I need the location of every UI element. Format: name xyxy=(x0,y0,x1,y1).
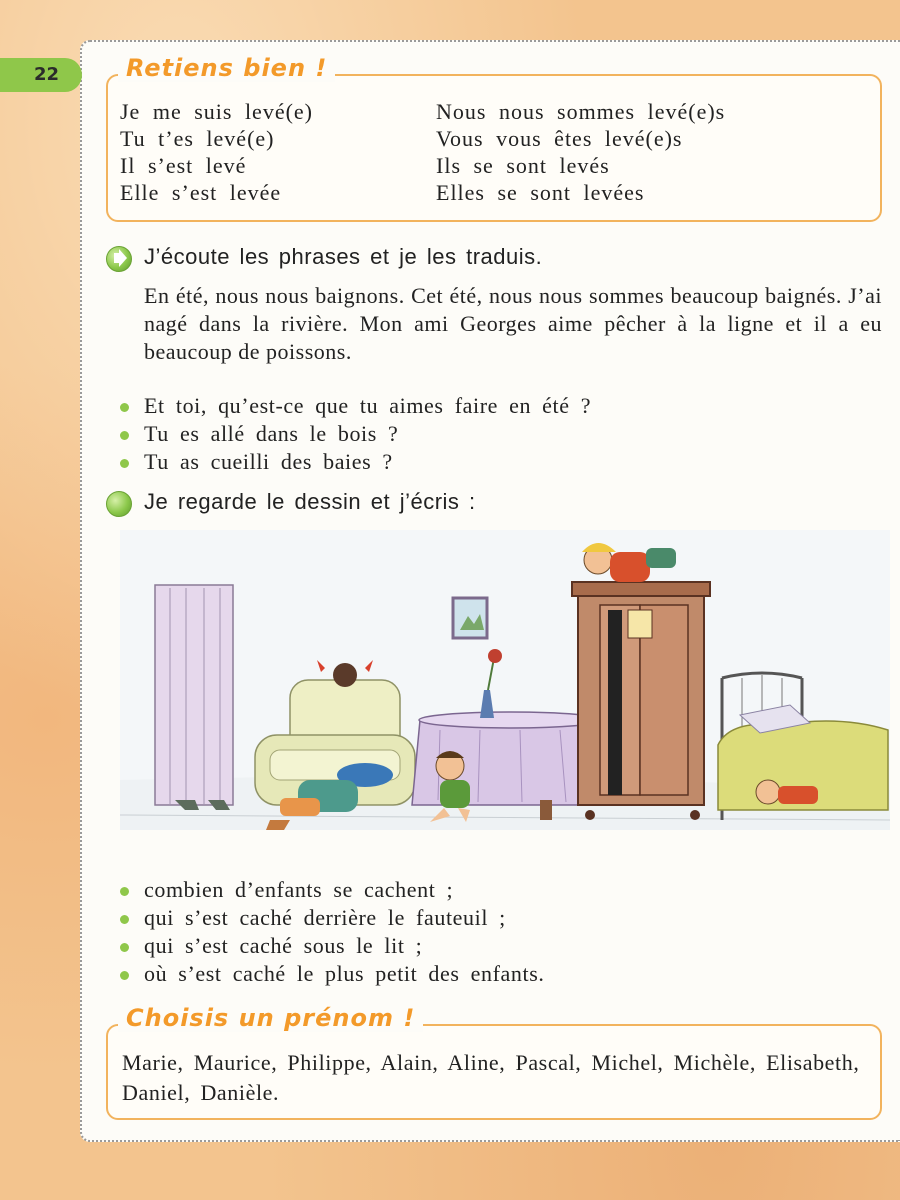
conjugation-left xyxy=(120,98,313,206)
question-item: qui s’est caché sous le lit ; xyxy=(118,932,545,960)
conjugation-line: Tu t’es levé(e) xyxy=(120,126,275,151)
exercise1-questions xyxy=(118,392,591,476)
question-item: Tu es allé dans le bois ? xyxy=(118,420,591,448)
names-list: Marie, Maurice, Philippe, Alain, Aline, Pascal, Michel, Michèle, Elisabeth, Daniel, Danièle. xyxy=(122,1050,860,1105)
conjugation-line: Je me suis levé(e) xyxy=(120,99,313,124)
curtain-icon xyxy=(155,585,233,810)
grammar-box xyxy=(106,54,882,222)
conjugation-right xyxy=(436,98,725,206)
conjugation-line: Nous nous sommes levé(e)s xyxy=(436,99,726,124)
hide-and-seek-illustration xyxy=(120,530,890,860)
question-item: Tu as cueilli des baies ? xyxy=(118,448,591,476)
question-item: Et toi, qu’est-ce que tu aimes faire en été ? xyxy=(118,392,591,420)
conjugation-line: Elles se sont levées xyxy=(436,180,645,205)
names-box xyxy=(106,1004,882,1120)
conjugation-line: Il s’est levé xyxy=(120,153,247,178)
conjugation-line: Ils se sont levés xyxy=(436,153,610,178)
wardrobe-icon xyxy=(572,582,710,820)
names-box-title: Choisis un prénom ! xyxy=(118,1004,423,1032)
exercise1-paragraph: En été, nous nous baignons. Cet été, nous nous sommes beaucoup baignés. J’ai nagé dans la rivière. Mon ami Georges aime pêcher à la ligne et il a eu beaucoup de poissons. xyxy=(144,283,882,364)
page-number: 22 xyxy=(0,58,82,92)
exercise2-questions xyxy=(118,876,545,988)
conjugation-line: Vous vous êtes levé(e)s xyxy=(436,126,683,151)
exercise1-instruction: J’écoute les phrases et je les traduis. xyxy=(144,244,543,269)
exercise2-instruction: Je regarde le dessin et j’écris : xyxy=(144,489,476,514)
question-item: qui s’est caché derrière le fauteuil ; xyxy=(118,904,545,932)
conjugation-line: Elle s’est levée xyxy=(120,180,282,205)
question-item: combien d’enfants se cachent ; xyxy=(118,876,545,904)
grammar-box-title: Retiens bien ! xyxy=(118,54,335,82)
question-item: où s’est caché le plus petit des enfants. xyxy=(118,960,545,988)
speaker-icon[interactable] xyxy=(106,246,132,272)
green-ball-icon xyxy=(106,491,132,517)
